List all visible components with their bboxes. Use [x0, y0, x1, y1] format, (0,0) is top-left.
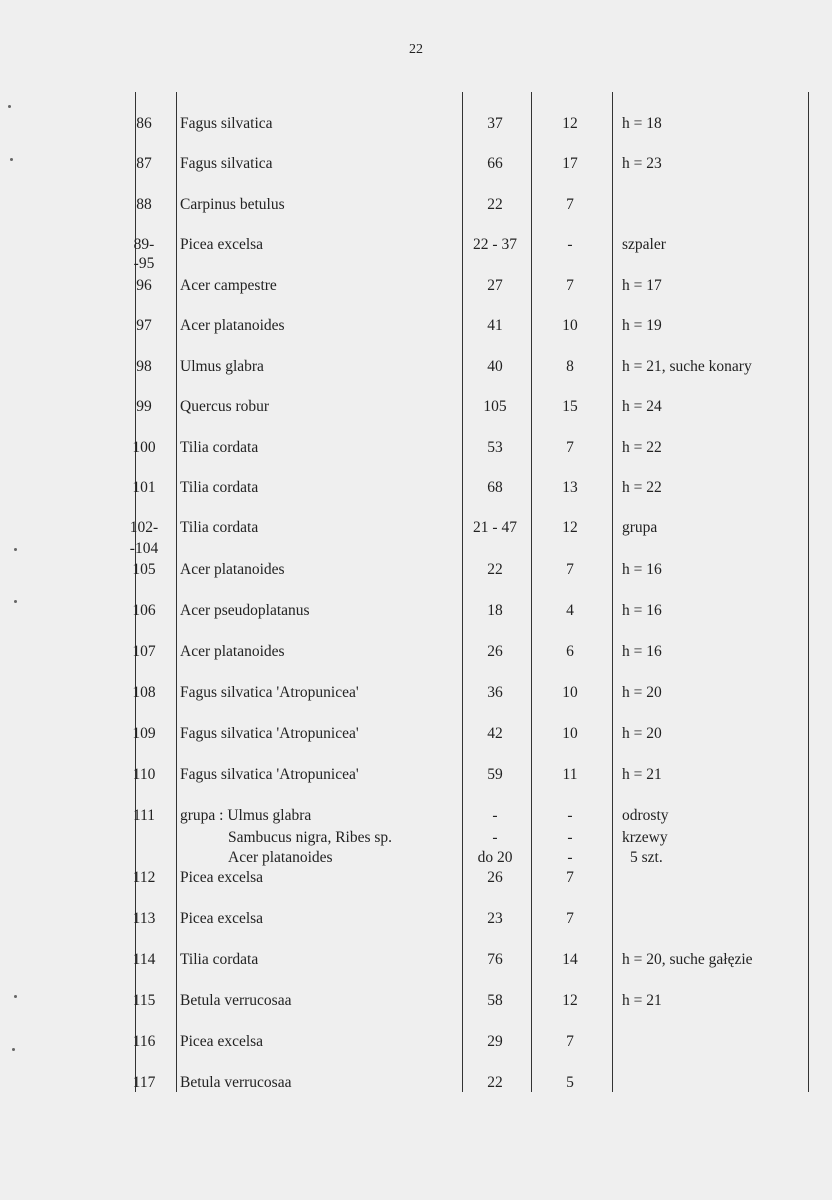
cell-diameter: 105	[483, 398, 507, 415]
cell-species: Betula verrucosaa	[180, 1074, 292, 1091]
cell-nr: 117	[132, 1074, 156, 1091]
cell-value: 7	[566, 869, 574, 886]
table-row	[0, 724, 832, 744]
cell-species: Quercus robur	[180, 398, 270, 415]
table-row	[0, 868, 832, 888]
scan-speck	[8, 105, 11, 108]
table-row	[0, 560, 832, 580]
cell-nr: -104	[129, 540, 159, 557]
cell-diameter: 21 - 47	[473, 519, 517, 536]
cell-diameter: 22	[487, 1074, 503, 1091]
cell-nr: 113	[132, 910, 156, 927]
cell-species: Tilia cordata	[180, 951, 259, 968]
cell-species: Picea excelsa	[180, 1033, 264, 1050]
cell-nr: 102-	[129, 519, 159, 536]
table-row	[0, 848, 832, 868]
cell-species: Tilia cordata	[180, 439, 259, 456]
cell-value: -	[567, 236, 573, 253]
cell-value: -	[567, 807, 573, 824]
cell-species: Acer campestre	[180, 277, 277, 294]
cell-diameter: 37	[487, 115, 503, 132]
cell-species: Picea excelsa	[180, 910, 264, 927]
cell-remarks: odrosty	[622, 807, 669, 824]
table-row-continuation	[0, 254, 832, 274]
cell-remarks: 5 szt.	[630, 849, 663, 866]
table-row	[0, 991, 832, 1011]
cell-remarks: grupa	[622, 519, 658, 536]
cell-nr: 99	[136, 398, 152, 415]
cell-nr: -95	[133, 255, 155, 272]
cell-nr: 115	[132, 992, 156, 1009]
table-row	[0, 518, 832, 538]
table-row	[0, 438, 832, 458]
cell-value: 8	[566, 358, 574, 375]
cell-value: 10	[562, 317, 578, 334]
cell-diameter: 42	[487, 725, 503, 742]
cell-species: Ulmus glabra	[180, 358, 264, 375]
cell-remarks: h = 20	[622, 684, 662, 701]
cell-nr: 110	[132, 766, 156, 783]
cell-species: Fagus silvatica 'Atropunicea'	[180, 725, 359, 742]
scan-speck	[12, 1048, 15, 1051]
cell-species: Fagus silvatica 'Atropunicea'	[180, 684, 359, 701]
cell-diameter: 26	[487, 869, 503, 886]
cell-remarks: szpaler	[622, 236, 666, 253]
cell-species: Picea excelsa	[180, 236, 264, 253]
cell-diameter: 66	[487, 155, 503, 172]
table-row	[0, 235, 832, 255]
cell-value: 5	[566, 1074, 574, 1091]
table-row	[0, 765, 832, 785]
cell-remarks: h = 17	[622, 277, 662, 294]
cell-species: Acer pseudoplatanus	[180, 602, 310, 619]
cell-value: -	[567, 829, 573, 846]
cell-nr: 114	[132, 951, 156, 968]
cell-species: Acer platanoides	[228, 849, 333, 866]
cell-value: 10	[562, 684, 578, 701]
table-row	[0, 950, 832, 970]
cell-nr: 89-	[133, 236, 155, 253]
cell-species: Carpinus betulus	[180, 196, 285, 213]
cell-remarks: h = 16	[622, 643, 662, 660]
cell-nr: 87	[136, 155, 152, 172]
cell-nr: 108	[132, 684, 156, 701]
cell-remarks: h = 20, suche gałęzie	[622, 951, 753, 968]
cell-value: 11	[562, 766, 578, 783]
cell-diameter: 41	[487, 317, 503, 334]
cell-species: Fagus silvatica 'Atropunicea'	[180, 766, 359, 783]
cell-remarks: h = 18	[622, 115, 662, 132]
cell-species: Acer platanoides	[180, 561, 285, 578]
cell-remarks: h = 21	[622, 992, 662, 1009]
cell-species: Tilia cordata	[180, 519, 259, 536]
cell-diameter: 68	[487, 479, 503, 496]
cell-value: 12	[562, 992, 578, 1009]
cell-value: 6	[566, 643, 574, 660]
cell-diameter: -	[492, 807, 498, 824]
cell-diameter: 58	[487, 992, 503, 1009]
page-number: 22	[409, 42, 423, 57]
cell-nr: 101	[132, 479, 156, 496]
cell-value: -	[567, 849, 573, 866]
cell-species: Sambucus nigra, Ribes sp.	[228, 829, 393, 846]
cell-remarks: h = 19	[622, 317, 662, 334]
table-row-continuation	[0, 539, 832, 559]
cell-species: grupa : Ulmus glabra	[180, 807, 312, 824]
cell-diameter: 76	[487, 951, 503, 968]
table-row	[0, 195, 832, 215]
cell-value: 7	[566, 561, 574, 578]
cell-nr: 97	[136, 317, 152, 334]
scan-speck	[14, 600, 17, 603]
cell-species: Fagus silvatica	[180, 115, 273, 132]
cell-nr: 116	[132, 1033, 156, 1050]
cell-remarks: h = 16	[622, 561, 662, 578]
cell-remarks: h = 22	[622, 439, 662, 456]
cell-diameter: 23	[487, 910, 503, 927]
table-row	[0, 397, 832, 417]
cell-nr: 105	[132, 561, 156, 578]
cell-value: 7	[566, 277, 574, 294]
table-row	[0, 316, 832, 336]
table-row	[0, 478, 832, 498]
cell-species: Acer platanoides	[180, 643, 285, 660]
scan-speck	[10, 158, 13, 161]
table-row	[0, 357, 832, 377]
cell-value: 7	[566, 1033, 574, 1050]
cell-remarks: h = 21	[622, 766, 662, 783]
cell-diameter: 53	[487, 439, 503, 456]
cell-remarks: krzewy	[622, 829, 668, 846]
cell-diameter: 36	[487, 684, 503, 701]
cell-diameter: 18	[487, 602, 503, 619]
table-row	[0, 1073, 832, 1093]
cell-diameter: 22	[487, 561, 503, 578]
cell-value: 14	[562, 951, 578, 968]
table-row	[0, 1032, 832, 1052]
cell-value: 4	[566, 602, 574, 619]
cell-species: Fagus silvatica	[180, 155, 273, 172]
cell-nr: 106	[132, 602, 156, 619]
cell-species: Acer platanoides	[180, 317, 285, 334]
scan-speck	[14, 995, 17, 998]
table-row	[0, 828, 832, 848]
cell-nr: 107	[132, 643, 156, 660]
cell-nr: 96	[136, 277, 152, 294]
cell-value: 12	[562, 115, 578, 132]
table-row	[0, 642, 832, 662]
table-row	[0, 683, 832, 703]
table-row	[0, 154, 832, 174]
cell-remarks: h = 16	[622, 602, 662, 619]
cell-value: 7	[566, 910, 574, 927]
cell-nr: 86	[136, 115, 152, 132]
table-row	[0, 276, 832, 296]
cell-diameter: 27	[487, 277, 503, 294]
table-row	[0, 114, 832, 134]
scan-speck	[14, 548, 17, 551]
cell-value: 17	[562, 155, 578, 172]
cell-nr: 98	[136, 358, 152, 375]
cell-remarks: h = 23	[622, 155, 662, 172]
cell-species: Tilia cordata	[180, 479, 259, 496]
cell-species: Betula verrucosaa	[180, 992, 292, 1009]
cell-diameter: 40	[487, 358, 503, 375]
cell-value: 13	[562, 479, 578, 496]
cell-nr: 112	[132, 869, 156, 886]
cell-diameter: 26	[487, 643, 503, 660]
table-row	[0, 806, 832, 826]
cell-value: 12	[562, 519, 578, 536]
cell-value: 15	[562, 398, 578, 415]
cell-diameter: 29	[487, 1033, 503, 1050]
table-row	[0, 601, 832, 621]
cell-value: 10	[562, 725, 578, 742]
cell-nr: 88	[136, 196, 152, 213]
table-row	[0, 909, 832, 929]
cell-diameter: 22	[487, 196, 503, 213]
cell-value: 7	[566, 196, 574, 213]
cell-remarks: h = 21, suche konary	[622, 358, 752, 375]
cell-diameter: 22 - 37	[473, 236, 517, 253]
cell-nr: 111	[132, 807, 156, 824]
cell-remarks: h = 24	[622, 398, 662, 415]
cell-diameter: 59	[487, 766, 503, 783]
cell-diameter: -	[492, 829, 498, 846]
cell-remarks: h = 20	[622, 725, 662, 742]
cell-species: Picea excelsa	[180, 869, 264, 886]
cell-value: 7	[566, 439, 574, 456]
cell-nr: 109	[132, 725, 156, 742]
cell-nr: 100	[132, 439, 156, 456]
cell-remarks: h = 22	[622, 479, 662, 496]
cell-diameter: do 20	[477, 849, 513, 866]
